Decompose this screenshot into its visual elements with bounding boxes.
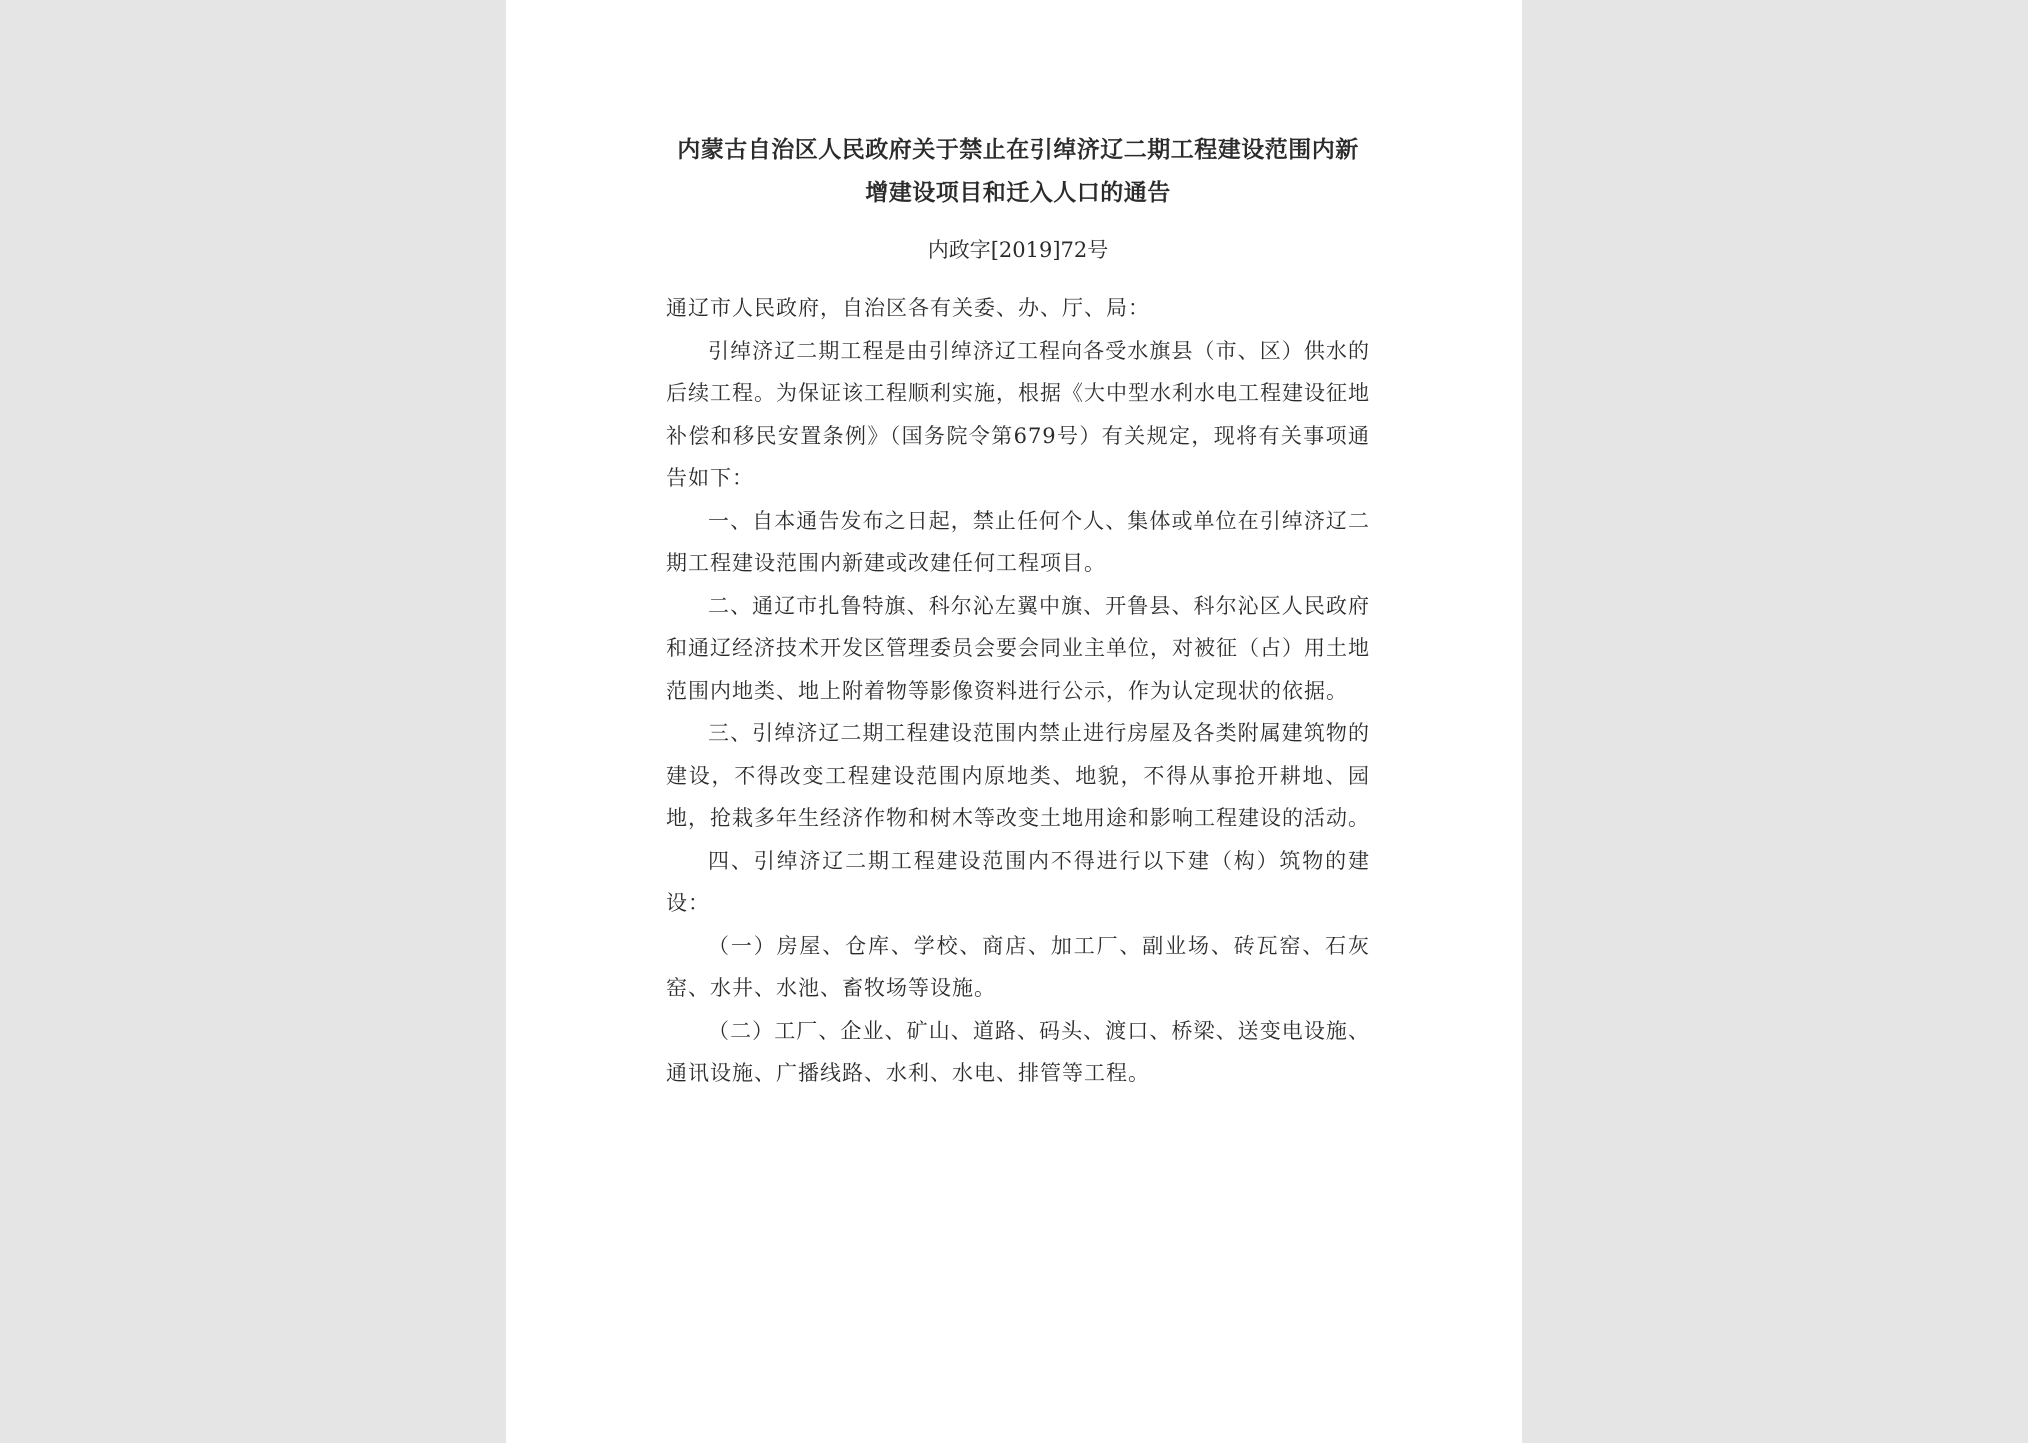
document-content xyxy=(666,128,1370,1095)
paragraph-item-2: 二、通辽市扎鲁特旗、科尔沁左翼中旗、开鲁县、科尔沁区人民政府和通辽经济技术开发区管理委员会要会同业主单位，对被征（占）用土地范围内地类、地上附着物等影像资料进行公示，作为认定现状的依据。 xyxy=(666,593,1370,703)
document-title: 内蒙古自治区人民政府关于禁止在引绰济辽二期工程建设范围内新增建设项目和迁入人口的通告 xyxy=(677,136,1359,206)
paragraph-item-4: 四、引绰济辽二期工程建设范围内不得进行以下建（构）筑物的建设： xyxy=(666,848,1370,915)
paragraph-intro: 引绰济辽二期工程是由引绰济辽工程向各受水旗县（市、区）供水的后续工程。为保证该工程顺利实施，根据《大中型水利水电工程建设征地补偿和移民安置条例》（国务院令第679号）有关规定，现将有关事项通告如下： xyxy=(666,338,1370,490)
salutation: 通辽市人民政府，自治区各有关委、办、厅、局： xyxy=(666,296,1150,320)
paragraph-subitem-2: （二）工厂、企业、矿山、道路、码头、渡口、桥梁、送变电设施、通讯设施、广播线路、水利、水电、排管等工程。 xyxy=(666,1018,1370,1085)
paragraph-item-3: 三、引绰济辽二期工程建设范围内禁止进行房屋及各类附属建筑物的建设，不得改变工程建设范围内原地类、地貌，不得从事抢开耕地、园地，抢栽多年生经济作物和树木等改变土地用途和影响工程建设的活动。 xyxy=(666,721,1370,830)
document-page xyxy=(506,0,1522,1443)
document-number: 内政字[2019]72号 xyxy=(927,238,1109,262)
paragraph-subitem-1: （一）房屋、仓库、学校、商店、加工厂、副业场、砖瓦窑、石灰窑、水井、水池、畜牧场等设施。 xyxy=(666,933,1370,1000)
paragraph-item-1: 一、自本通告发布之日起，禁止任何个人、集体或单位在引绰济辽二期工程建设范围内新建或改建任何工程项目。 xyxy=(666,508,1370,575)
